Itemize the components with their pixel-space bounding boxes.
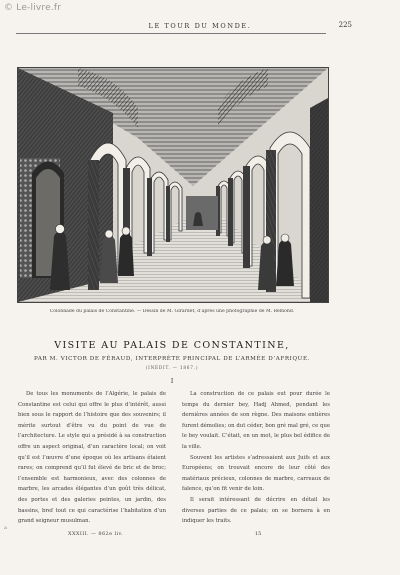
watermark: © Le-livre.fr — [4, 3, 62, 13]
header-rule — [16, 33, 326, 34]
colonnade-engraving — [18, 68, 328, 302]
text-column-right — [182, 389, 330, 527]
footer-signature: 15 — [255, 531, 262, 537]
engraving-illustration — [17, 67, 329, 303]
paragraph: De tous les monuments de l’Algérie, le palais de Constantine est celui qui offre le plus d’intérêt, aussi bien sous le rapport de l’histoire que des souvenirs; il mérite surtout d’être vu du point de vue de l’architecture. Le style qui a présidé à sa construction offre un aspect original, d’un caractère local; on voit qu’il est l’œuvre d’une époque où les artisans étaient rares; on comprend qu’il fut élevé de bric et de broc; l’ensemble est harmonieux, avec des colonnes de marbre, les arcades élégantes d’un goût très délicat, des portes et des galeries peintes, un jardin, des bassins, bref tout ce qui caractérise l’habitation d’un grand seigneur musulman. — [18, 391, 166, 525]
article-byline-note: (INÉDIT. — 1867.) — [145, 365, 199, 370]
article-byline: PAR M. VICTOR DE FÉRAUD, INTERPRÈTE PRINCIPAL DE L’ARMÉE D’AFRIQUE. — [33, 356, 311, 362]
illustration-caption: Colonnade du palais de Constantine. — Dessin de M. Girardet, d’après une photographie de M. Rémond. — [49, 309, 295, 314]
article-title: VISITE AU PALAIS DE CONSTANTINE, — [54, 340, 290, 351]
paragraph: Souvent les artistes s’adressaient aux Juifs et aux Européens; on trouvait encore de leur côté des matériaux précieux, colonnes de marbre, carreaux de faïence, qu’on fit venir de loin. — [182, 454, 330, 493]
paragraph: Il serait intéressant de décrire en détail les diverses parties de ce palais; on se bornera à en indiquer les traits. — [182, 496, 330, 525]
footer-issue: XXXIII. — 862e liv. — [68, 531, 124, 537]
page-number: 225 — [338, 21, 352, 29]
paragraph: La construction de ce palais eut pour durée le temps du dernier bey, Hadj Ahmed, pendant les dernières années de son règne. Des maisons entières furent démolies; on dut céder, bon gré mal gré, ce que le bey voulait. C’était, en un mot, le plus bel édifice de la ville. — [182, 391, 330, 450]
margin-mark: a — [4, 525, 7, 531]
running-head: LE TOUR DU MONDE. — [148, 22, 252, 30]
section-number: I — [170, 378, 174, 385]
text-column-left — [18, 389, 166, 527]
